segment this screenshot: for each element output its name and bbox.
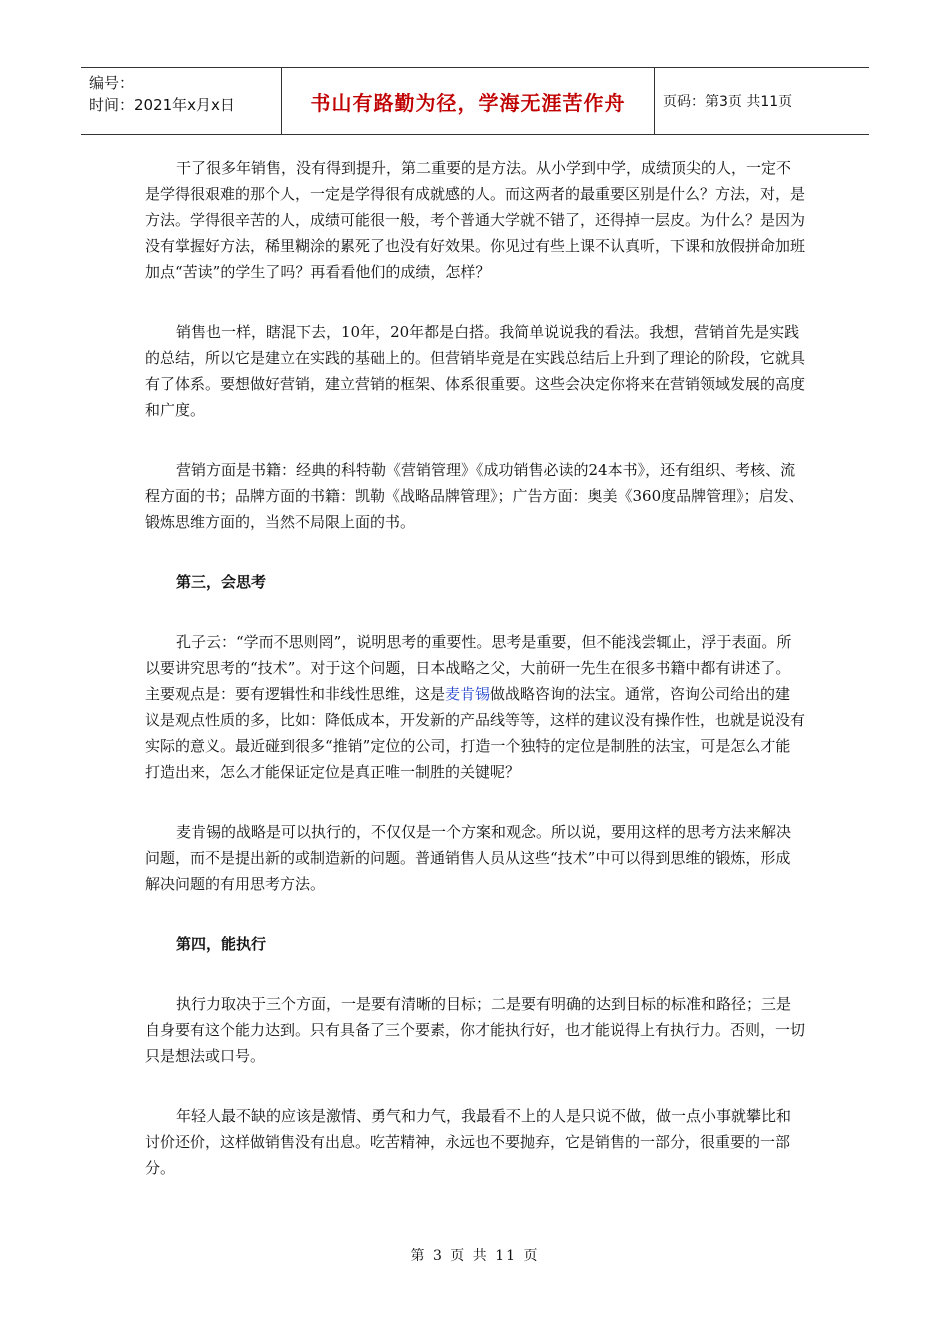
page-footer: 第 3 页 共 11 页 bbox=[410, 1248, 540, 1264]
motto-text: 书山有路勤为径，学海无涯苦作舟 bbox=[310, 90, 626, 115]
mckinsey-link[interactable]: 麦肯锡 bbox=[445, 685, 491, 703]
header-motto-cell bbox=[281, 68, 655, 134]
paragraph-thinking-part2: 做战略咨询的法宝。通常，咨询公司给出的建议是观点性质的多，比如：降低成本，开发新的产品线等等，这样的建议没有操作性，也就是说没有实际的意义。最近碰到很多“推销”定位的公司，打造一个独特的定位是制胜的法宝，可是怎么才能打造出来，怎么才能保证定位是真正唯一制胜的关键呢？ bbox=[145, 685, 806, 781]
section-heading-think: 第三，会思考 bbox=[176, 573, 267, 591]
document-header bbox=[81, 67, 869, 135]
paragraph-execution: 执行力取决于三个方面，一是要有清晰的目标；二是要有明确的达到目标的标准和路径；三是自身要有这个能力达到。只有具备了三个要素，你才能执行好，也才能说得上有执行力。否则，一切只是想法或口号。 bbox=[145, 995, 806, 1065]
paragraph-thinking bbox=[145, 629, 805, 785]
paragraph-sales-theory: 销售也一样，瞎混下去，10年，20年都是白搭。我简单说说我的看法。我想，营销首先是实践的总结，所以它是建立在实践的基础上的。但营销毕竟是在实践总结后上升到了理论的阶段，它就具有了体系。要想做好营销，建立营销的框架、体系很重要。这些会决定你将来在营销领域发展的高度和广度。 bbox=[145, 323, 806, 419]
document-body bbox=[145, 155, 805, 1215]
header-meta bbox=[81, 68, 281, 134]
section-heading-execute: 第四，能执行 bbox=[176, 935, 267, 953]
paragraph-young-people: 年轻人最不缺的应该是激情、勇气和力气，我最看不上的人是只说不做，做一点小事就攀比和讨价还价，这样做销售没有出息。吃苦精神，永远也不要抛弃，它是销售的一部分，很重要的一部分。 bbox=[145, 1107, 792, 1177]
header-page-cell bbox=[655, 68, 869, 134]
time-label: 时间：2021年x月x日 bbox=[89, 96, 235, 114]
paragraph-thinking-part1: 孔子云：“学而不思则罔”，说明思考的重要性。思考是重要，但不能浅尝辄止，浮于表面。所以要讲究思考的“技术”。对于这个问题，日本战略之父，大前研一先生在很多书籍中都有讲述了。主要观点是：要有逻辑性和非线性思维，这是 bbox=[145, 633, 792, 703]
paragraph-mckinsey: 麦肯锡的战略是可以执行的，不仅仅是一个方案和观念。所以说，要用这样的思考方法来解决问题，而不是提出新的或制造新的问题。普通销售人员从这些“技术”中可以得到思维的锻炼，形成解决问题的有用思考方法。 bbox=[145, 823, 792, 893]
number-label: 编号： bbox=[89, 74, 135, 92]
paragraph-books: 营销方面是书籍：经典的科特勒《营销管理》《成功销售必读的24本书》，还有组织、考核、流程方面的书；品牌方面的书籍：凯勒《战略品牌管理》；广告方面：奥美《360度品牌管理》；启发、锻炼思维方面的，当然不局限上面的书。 bbox=[145, 461, 804, 531]
page-label: 页码：第3页 共11页 bbox=[663, 94, 793, 110]
paragraph-method: 干了很多年销售，没有得到提升，第二重要的是方法。从小学到中学，成绩顶尖的人，一定不是学得很艰难的那个人，一定是学得很有成就感的人。而这两者的最重要区别是什么？方法，对，是方法。学得很辛苦的人，成绩可能很一般，考个普通大学就不错了，还得掉一层皮。为什么？是因为没有掌握好方法，稀里糊涂的累死了也没有好效果。你见过有些上课不认真听，下课和放假拼命加班加点“苦读”的学生了吗？再看看他们的成绩，怎样？ bbox=[145, 159, 806, 281]
